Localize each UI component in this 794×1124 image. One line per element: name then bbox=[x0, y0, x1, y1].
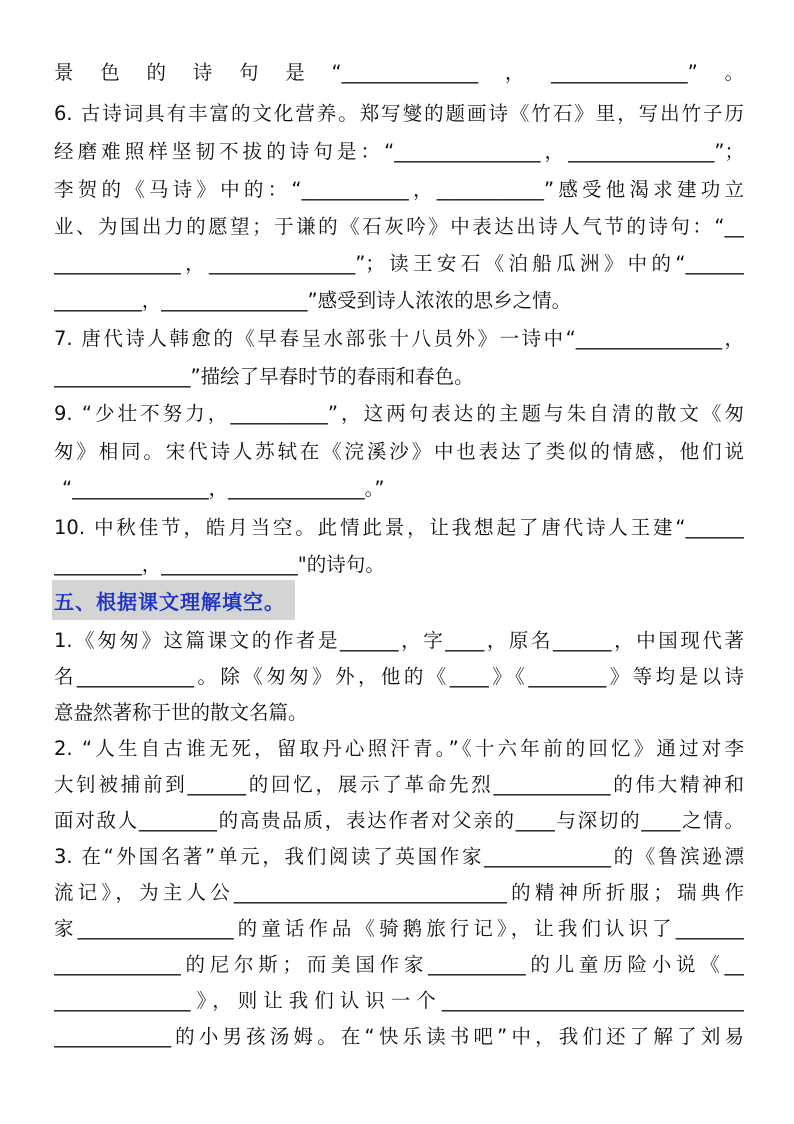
text-line: 2. “人生自古谁无死，留取丹心照汗青。”《十六年前的回忆》通过对李 bbox=[54, 737, 744, 760]
text-line: _________，______________"的诗句。 bbox=[54, 553, 385, 576]
text-line: _____________的尼尔斯；而美国作家__________的儿童历险小说《__ bbox=[54, 953, 744, 976]
text-line: ______________”描绘了早春时节的春雨和春色。 bbox=[54, 365, 474, 388]
text-line: _________，_______________”感受到诗人浓浓的思乡之情。 bbox=[54, 289, 572, 312]
text-line: 大钊被捕前到______的回忆，展示了革命先烈____________的伟大精神和 bbox=[54, 773, 744, 796]
text-line: 景色的诗句是“______________，______________”。 bbox=[54, 61, 744, 84]
text-line: 意盎然著称于世的散文名篇。 bbox=[54, 701, 308, 724]
text-line: ____________的小男孩汤姆。在“快乐读书吧”中，我们还了解了刘易 bbox=[54, 1025, 744, 1048]
text-line: 经磨难照样坚韧不拔的诗句是：“_______________，_______________”； bbox=[54, 140, 744, 163]
text-line: 匆》相同。宋代诗人苏轼在《浣溪沙》中也表达了类似的情感，他们说 bbox=[54, 440, 744, 463]
section-heading bbox=[52, 580, 295, 620]
text-line: 9. “少壮不努力，__________”，这两句表达的主题与朱自清的散文《匆 bbox=[54, 402, 744, 425]
text-line: 流记》，为主人公____________________________的精神所折服；瑞典作 bbox=[54, 881, 744, 904]
text-line: 10. 中秋佳节，皓月当空。此情此景，让我想起了唐代诗人王建“______ bbox=[54, 516, 744, 539]
text-line: 李贺的《马诗》中的：“___________，___________”感受他渴求建功立 bbox=[54, 178, 744, 201]
text-line: 6. 古诗词具有丰富的文化营养。郑写燮的题画诗《竹石》里，写出竹子历 bbox=[54, 102, 744, 125]
text-line: 3. 在“外国名著”单元，我们阅读了英国作家_____________的《鲁滨逊漂 bbox=[54, 845, 744, 868]
text-line: 家________________的童话作品《骑鹅旅行记》，让我们认识了_______ bbox=[54, 917, 744, 940]
text-line: 面对敌人________的高贵品质，表达作者对父亲的____与深切的____之情。 bbox=[54, 809, 744, 832]
text-line: ______________》，则让我们认识一个_______________________________ bbox=[54, 989, 744, 1012]
text-line: 1.《匆匆》这篇课文的作者是______，字____，原名______，中国现代著 bbox=[54, 629, 744, 652]
section-heading-text: 五、根据课文理解填空。 bbox=[54, 589, 285, 614]
text-line: _____________，_______________”；读王安石《泊船瓜洲》中的“______ bbox=[54, 252, 744, 275]
text-line: 名____________。除《匆匆》外，他的《____》《________》等均是以诗 bbox=[54, 665, 744, 688]
text-line: 业、为国出力的愿望；于谦的《石灰吟》中表达出诗人气节的诗句：“__ bbox=[54, 215, 744, 238]
text-line: “______________，______________。” bbox=[62, 477, 385, 500]
text-line: 7. 唐代诗人韩愈的《早春呈水部张十八员外》一诗中“_______________， bbox=[54, 327, 744, 350]
